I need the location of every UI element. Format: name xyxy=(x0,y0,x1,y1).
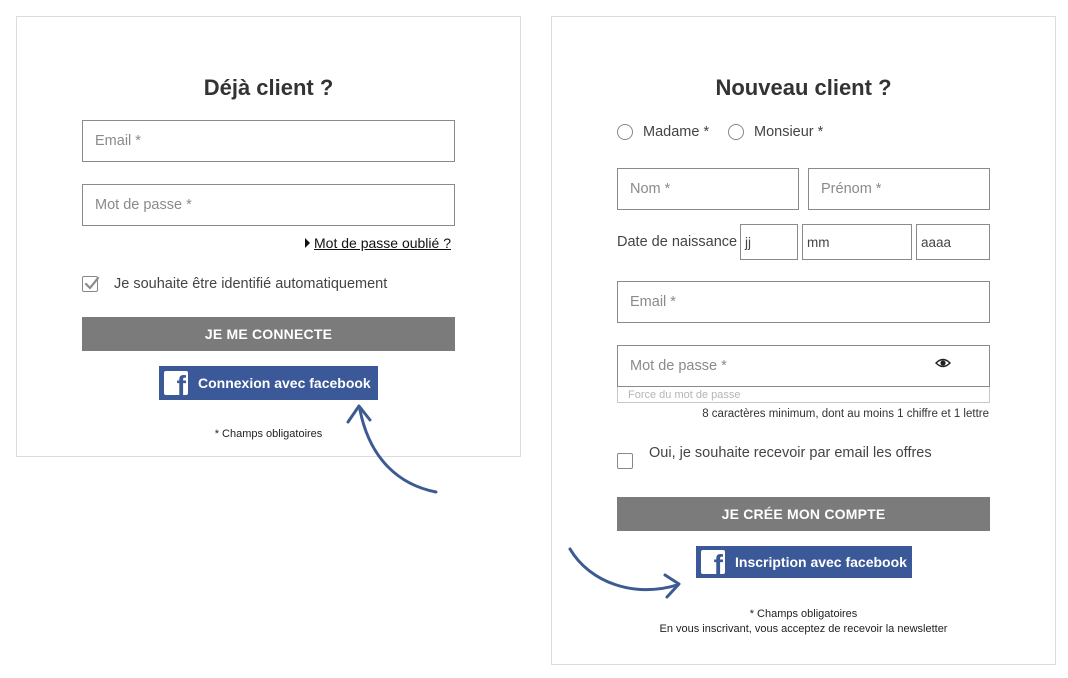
register-password-placeholder: Mot de passe * xyxy=(630,358,727,374)
checkmark-icon xyxy=(82,274,102,294)
newsletter-checkbox[interactable] xyxy=(617,453,633,469)
birthdate-month-input[interactable] xyxy=(802,224,912,260)
triangle-right-icon xyxy=(305,238,310,248)
hand-drawn-arrow-icon xyxy=(340,400,445,500)
forgot-password-text: Mot de passe oublié ? xyxy=(314,235,451,251)
facebook-icon: f xyxy=(701,550,725,574)
lastname-input[interactable] xyxy=(617,168,799,210)
birthdate-year-placeholder: aaaa xyxy=(921,234,952,250)
password-strength-label: Force du mot de passe xyxy=(628,388,741,401)
password-strength-bar xyxy=(617,387,990,403)
civility-monsieur[interactable] xyxy=(728,124,823,140)
login-required-note: * Champs obligatoires xyxy=(214,428,323,440)
login-password-input[interactable] xyxy=(82,184,455,226)
register-required-note: * Champs obligatoires xyxy=(749,608,858,620)
facebook-register-label: Inscription avec facebook xyxy=(735,554,907,570)
facebook-register-button[interactable] xyxy=(696,546,912,578)
birthdate-day-placeholder: jj xyxy=(745,234,751,250)
eye-icon[interactable] xyxy=(935,357,951,369)
login-submit-button[interactable]: JE ME CONNECTE xyxy=(82,317,455,351)
login-email-placeholder: Email * xyxy=(95,133,141,149)
login-email-input[interactable] xyxy=(82,120,455,162)
radio-monsieur[interactable] xyxy=(728,124,744,140)
login-title: Déjà client ? xyxy=(203,75,334,100)
facebook-login-label: Connexion avec facebook xyxy=(198,375,371,391)
lastname-placeholder: Nom * xyxy=(630,181,671,197)
remember-me-checkbox[interactable] xyxy=(82,276,98,292)
remember-me-label: Je souhaite être identifié automatiquement xyxy=(114,276,388,292)
birthdate-month-placeholder: mm xyxy=(807,234,830,250)
radio-madame[interactable] xyxy=(617,124,633,140)
civility-madame-label: Madame * xyxy=(643,124,710,140)
firstname-input[interactable] xyxy=(808,168,990,210)
hand-drawn-arrow-icon xyxy=(565,543,690,603)
facebook-login-button[interactable] xyxy=(159,366,378,400)
newsletter-label: Oui, je souhaite recevoir par email les offres xyxy=(649,445,932,461)
birthdate-label: Date de naissance xyxy=(617,234,738,250)
civility-madame[interactable] xyxy=(617,124,709,140)
login-password-placeholder: Mot de passe * xyxy=(95,197,192,213)
birthdate-year-input[interactable] xyxy=(916,224,990,260)
password-hint: 8 caractères minimum, dont au moins 1 chiffre et 1 lettre xyxy=(702,408,989,420)
register-email-input[interactable] xyxy=(617,281,990,323)
civility-monsieur-label: Monsieur * xyxy=(754,124,824,140)
newsletter-note: En vous inscrivant, vous acceptez de recevoir la newsletter xyxy=(659,623,948,635)
register-submit-button[interactable]: JE CRÉE MON COMPTE xyxy=(617,497,990,531)
remember-me-row[interactable] xyxy=(82,276,387,292)
facebook-icon: f xyxy=(164,371,188,395)
login-panel xyxy=(16,16,521,457)
register-title: Nouveau client ? xyxy=(715,75,892,100)
register-email-placeholder: Email * xyxy=(630,294,676,310)
forgot-password-link[interactable] xyxy=(305,235,451,251)
newsletter-row[interactable] xyxy=(617,445,932,469)
firstname-placeholder: Prénom * xyxy=(821,181,882,197)
birthdate-day-input[interactable] xyxy=(740,224,798,260)
